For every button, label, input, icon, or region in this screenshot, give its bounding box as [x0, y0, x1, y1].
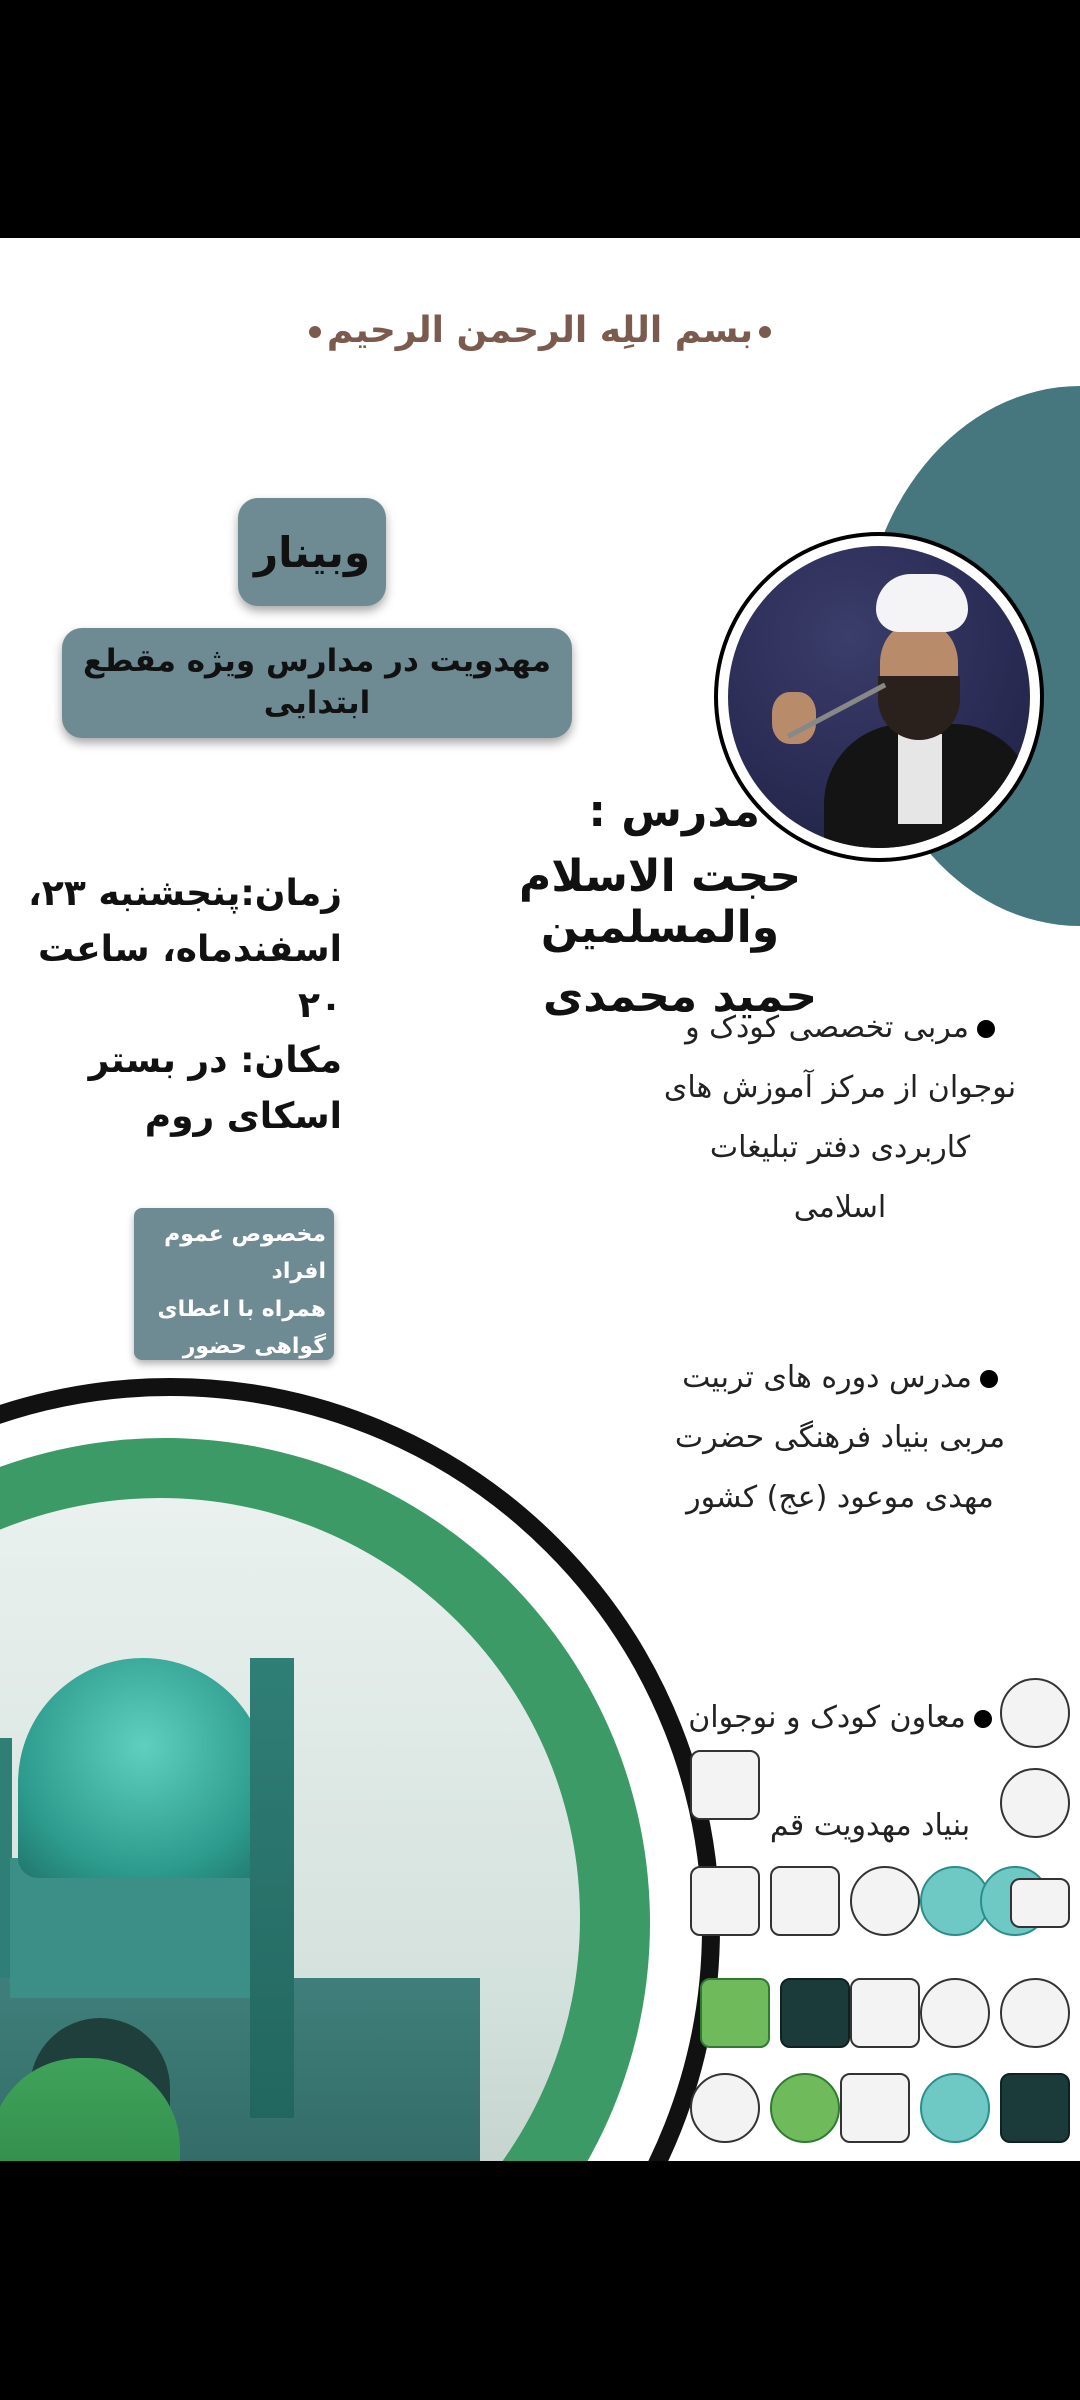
bottom-black-bar	[0, 2161, 1080, 2400]
schedule-time: زمان:پنجشنبه ۲۳، اسفندماه، ساعت ۲۰	[28, 873, 342, 1026]
bullet-dot-icon	[309, 326, 321, 338]
partner-logo-icon	[850, 1866, 920, 1936]
partner-logo-icon	[1000, 1768, 1070, 1838]
teacher-title: حجت الاسلام والمسلمین	[518, 851, 802, 953]
partner-logo-icon	[840, 2073, 910, 2143]
audience-line: گواهی حضور	[182, 1334, 326, 1360]
partner-logo-icon	[770, 1866, 840, 1936]
webinar-poster	[0, 238, 1080, 2161]
organizer-name: بنیاد مهدویت قم	[769, 1808, 971, 1843]
event-topic-badge: مهدویت در مدارس ویژه مقطع ابتدایی	[62, 628, 572, 738]
partner-logo-icon	[690, 1866, 760, 1936]
bio-item: مربی تخصصی کودک و نوجوان از مرکز آموزش های کاربردی دفتر تبلیغات اسلامی	[663, 1010, 1017, 1225]
bullet-dot-icon	[977, 1020, 995, 1038]
partner-logo-icon	[850, 1978, 920, 2048]
teacher-bio-2	[660, 1348, 1020, 1528]
bio-item: معاون کودک و نوجوان	[670, 1688, 1010, 1748]
teacher-name: حمید محمدی	[542, 971, 818, 1022]
bullet-dot-icon	[980, 1370, 998, 1388]
event-type-badge: وبینار	[238, 498, 386, 606]
partner-logo-icon	[1000, 1978, 1070, 2048]
mahdaviat-logo-icon	[1010, 1878, 1070, 1928]
audience-line: افراد	[271, 1259, 326, 1285]
bullet-dot-icon	[759, 326, 771, 338]
schedule-place: مکان: در بستر اسکای روم	[88, 1040, 342, 1138]
partner-logo-icon	[920, 2073, 990, 2143]
top-black-bar	[0, 0, 1080, 238]
partner-logo-icon	[690, 2073, 760, 2143]
partner-logo-icon	[780, 1978, 850, 2048]
partner-logos	[680, 1678, 1080, 2158]
teacher-label: مدرس :	[588, 786, 760, 837]
teacher-bio	[660, 998, 1020, 1238]
audience-line: همراه با اعطای	[157, 1296, 326, 1322]
teacher-block	[440, 786, 880, 1022]
partner-logo-icon	[1000, 2073, 1070, 2143]
jihad-logo-icon	[1000, 1678, 1070, 1748]
schedule-block	[20, 866, 342, 1145]
partner-logo-icon	[700, 1978, 770, 2048]
basmala-text: بسم اللِه الرحمن الرحیم	[326, 310, 754, 351]
partner-logo-icon	[920, 1978, 990, 2048]
audience-note	[134, 1208, 334, 1360]
audience-line: مخصوص عموم	[164, 1222, 326, 1247]
basmala-heading	[0, 310, 1080, 351]
bio-item: مدرس دوره های تربیت مربی بنیاد فرهنگی حضرت مهدی موعود (عج) کشور	[674, 1360, 1006, 1515]
partner-logo-icon	[770, 2073, 840, 2143]
